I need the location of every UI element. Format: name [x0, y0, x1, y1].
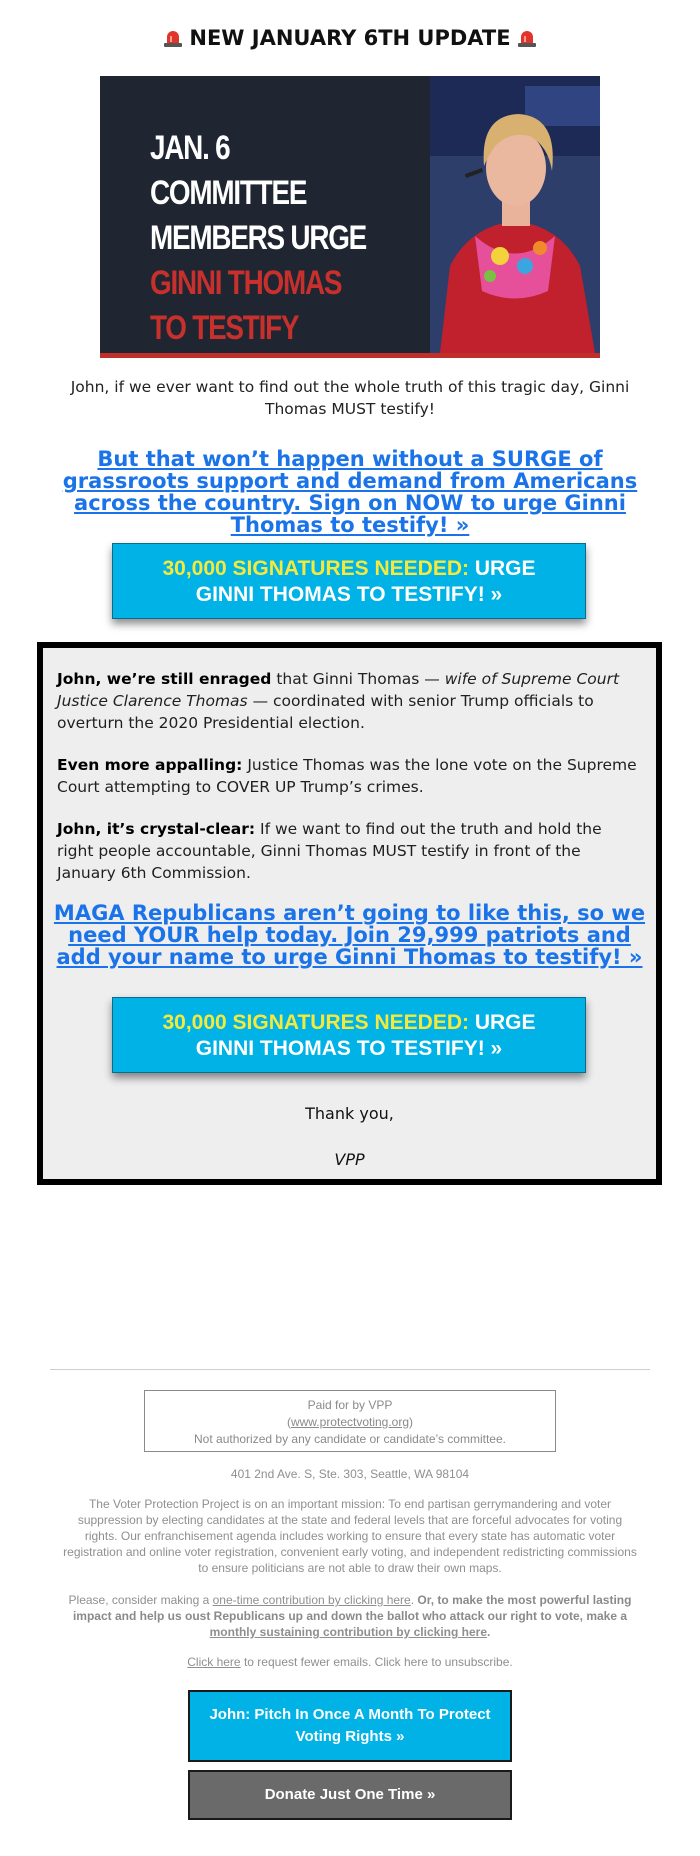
unsubscribe-text — [60, 1654, 640, 1670]
fewer-emails-link[interactable]: Click here — [187, 1655, 241, 1669]
join-patriots-link[interactable]: MAGA Republicans aren’t going to like this, so we need YOUR help today. Join 29,999 patriots and add your name to urge Ginni Thomas to testify! » — [53, 901, 646, 969]
paid-for-url-line: (www.protectvoting.org) — [286, 1415, 414, 1429]
paragraph-appalling-text: Justice Thomas was the lone vote on the Supreme Court attempting to COVER UP Trump’s crimes. — [57, 756, 637, 796]
ginni-thomas-photo — [430, 76, 600, 353]
address-text: 401 2nd Ave. S, Ste. 303, Seattle, WA 98104 — [230, 1467, 470, 1481]
website-link[interactable]: www.protectvoting.org — [290, 1415, 410, 1429]
hero-headline — [150, 126, 388, 351]
contribution-text-a: Please, consider making a — [68, 1593, 210, 1607]
paid-for-box — [144, 1390, 556, 1452]
paragraph-enraged-b: — coordinated with senior Trump officials to overturn the 2020 Presidential election. — [57, 692, 594, 732]
hero-line-2: MEMBERS URGE — [150, 219, 367, 257]
hero-line-1: JAN. 6 COMMITTEE — [150, 129, 307, 212]
paragraph-appalling-lead: Even more appalling: — [57, 756, 243, 774]
siren-icon — [163, 28, 183, 48]
button-white-label-a: URGE — [474, 1011, 536, 1034]
mission-text: The Voter Protection Project is on an important mission: To end partisan gerrymandering and voter suppression by electing candidates at the state and federal levels that are forceful advocates for voting rights. Our enfranchisement agenda includes working to ensure that every state has automatic voter registration and online voter registration, convenient early voting, and independent redistricting commissions to ensure politicians are not able to draw their own maps. — [63, 1497, 637, 1575]
button-yellow-label: 30,000 SIGNATURES NEEDED: — [162, 1011, 469, 1034]
thank-you-text: Thank you, — [305, 1104, 394, 1123]
paragraph-crystal-clear-lead: John, it’s crystal-clear: — [57, 820, 256, 838]
signatures-needed-button-2[interactable] — [112, 997, 586, 1073]
message-box — [37, 642, 662, 1185]
button-white-label-b: GINNI THOMAS TO TESTIFY! » — [195, 1037, 503, 1060]
monthly-contribution-link[interactable]: monthly sustaining contribution by clicking here — [209, 1625, 487, 1639]
hero-line-4: TO TESTIFY — [150, 309, 299, 347]
button-white-label-b: GINNI THOMAS TO TESTIFY! » — [195, 583, 503, 606]
paragraph-enraged-lead: John, we’re still enraged — [57, 670, 272, 688]
footer-divider — [50, 1369, 650, 1370]
intro-text: John, if we ever want to find out the whole truth of this tragic day, Ginni Thomas MUST testify! — [70, 378, 630, 418]
unsubscribe-text-rest: to request fewer emails. Click here to unsubscribe. — [243, 1655, 513, 1669]
contribution-text: Please, consider making a one-time contribution by clicking here. Or, to make the most powerful lasting impact and help us oust Republicans up and down the ballot who attack our right to vote, make a monthly sustaining contribution by clicking here. — [68, 1593, 632, 1639]
paragraph-crystal-clear — [57, 818, 642, 884]
one-time-donation-button[interactable]: Donate Just One Time » — [188, 1770, 512, 1820]
button-yellow-label: 30,000 SIGNATURES NEEDED: — [162, 557, 469, 580]
paragraph-enraged-a: that Ginni Thomas — — [276, 670, 440, 688]
sign-petition-link[interactable]: But that won’t happen without a SURGE of grassroots support and demand from Americans across the country. Sign on NOW to urge Ginni Thomas to testify! » — [62, 447, 638, 537]
hero-banner[interactable] — [100, 76, 600, 358]
monthly-donation-button[interactable]: John: Pitch In Once A Month To Protect Voting Rights » — [188, 1690, 512, 1762]
paid-for-line: Paid for by VPP — [307, 1398, 393, 1412]
signatures-needed-button[interactable] — [112, 543, 586, 619]
header-title: NEW JANUARY 6TH UPDATE — [189, 26, 511, 50]
contribution-text-b: Or, to make the most powerful lasting impact and help us oust Republicans up and down the ballot who attack our right to vote, make a — [72, 1593, 632, 1623]
paragraph-crystal-clear-text: If we want to find out the truth and hold the right people accountable, Ginni Thomas MUST testify in front of the January 6th Commission. — [57, 820, 602, 882]
not-authorized-line: Not authorized by any candidate or candidate’s committee. — [194, 1432, 506, 1446]
hero-red-bar — [100, 353, 600, 358]
paragraph-appalling — [57, 754, 642, 798]
paragraph-enraged — [57, 668, 642, 734]
header-title-row — [0, 26, 700, 50]
signature-text: VPP — [334, 1150, 365, 1169]
hero-line-3: GINNI THOMAS — [150, 264, 342, 302]
one-time-contribution-link[interactable]: one-time contribution by clicking here — [212, 1593, 411, 1607]
paragraph-enraged-italic: wife of Supreme Court Justice Clarence Thomas — [57, 670, 620, 710]
button-white-label-a: URGE — [474, 557, 536, 580]
siren-icon — [517, 28, 537, 48]
